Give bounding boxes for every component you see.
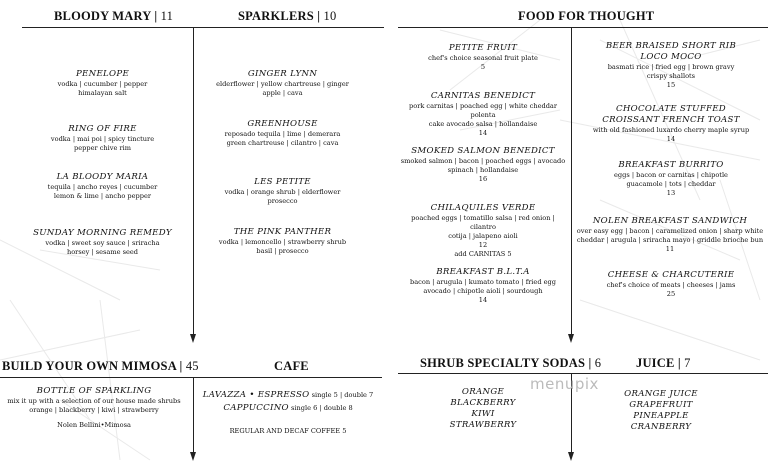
food-divider	[398, 27, 768, 28]
soda-list: ORANGE BLACKBERRY KIWI STRAWBERRY	[449, 387, 517, 430]
top-left-divider	[22, 27, 384, 28]
food-header: FOOD FOR THOUGHT	[518, 9, 655, 23]
food-item: NOLEN BREAKFAST SANDWICH over easy egg | bacon | caramelized onion | sharp white cheddar | arugula | sriracha mayo | griddle brioche bun 11	[576, 216, 764, 253]
bloody-mary-header: BLOODY MARY | 11	[54, 9, 174, 23]
food-item: CHEESE & CHARCUTERIE chef's choice of meats | cheeses | jams 25	[606, 270, 736, 298]
juice-header: JUICE | 7	[636, 356, 691, 370]
down-arrow-icon	[190, 452, 196, 461]
sparkler-item: THE PINK PANTHER vodka | lemoncello | strawberry shrub basil | prosecco	[218, 227, 347, 255]
food-item: BEER BRAISED SHORT RIB LOCO MOCO basmati rice | fried egg | brown gravy crispy shallots 15	[605, 41, 737, 89]
food-item: BREAKFAST B.L.T.A bacon | arugula | kumato tomato | fried egg avocado | chipotle aioli | sourdough 14	[410, 267, 556, 304]
cafe-items: LAVAZZA • ESPRESSO single 5 | double 7 CAPPUCCINO single 6 | double 8 REGULAR AND DECAF COFFEE 5	[202, 390, 374, 435]
food-item: CHILAQUILES VERDE poached eggs | tomatillo salsa | red onion | cilantro cotija | jalapeno aioli 12 add CARNITAS 5	[411, 203, 555, 258]
down-arrow-icon	[190, 334, 196, 343]
left-center-line	[193, 27, 194, 335]
sparkler-item: LES PETITE vodka | orange shrub | elderflower prosecco	[224, 177, 341, 205]
food-item: PETITE FRUIT chef's choice seasonal fruit plate 5	[428, 43, 538, 71]
bloody-mary-item: PENELOPE vodka | cucumber | pepper himalayan salt	[57, 69, 148, 97]
food-item: SMOKED SALMON BENEDICT smoked salmon | bacon | poached eggs | avocado spinach | hollandaise 16	[400, 146, 566, 183]
mimosa-item: BOTTLE OF SPARKLING mix it up with a selection of our house made shrubs orange | blackberry | kiwi | strawberry Nolen Bellini•Mimosa	[7, 386, 181, 429]
sparkler-item: GREENHOUSE reposado tequila | lime | demerara green chartreuse | cilantro | cava	[224, 119, 341, 147]
down-arrow-icon	[568, 452, 574, 461]
cafe-header: CAFE	[274, 359, 309, 373]
food-center-line	[571, 27, 572, 335]
mimosa-header: BUILD YOUR OWN MIMOSA | 45	[2, 359, 199, 373]
bloody-mary-item: LA BLOODY MARIA tequila | ancho reyes | cucumber lemon & lime | ancho pepper	[47, 172, 158, 200]
bottom-left-center-line	[193, 377, 194, 453]
food-item: BREAKFAST BURRITO eggs | bacon or carnitas | chipotle guacamole | tots | cheddar 13	[614, 160, 728, 197]
shrub-sodas-header: SHRUB SPECIALTY SODAS | 6	[420, 356, 602, 370]
juice-list: ORANGE JUICE GRAPEFRUIT PINEAPPLE CRANBERRY	[624, 389, 698, 432]
drinks-divider	[398, 373, 768, 374]
sparklers-header: SPARKLERS | 10	[238, 9, 337, 23]
watermark: menupix	[530, 375, 599, 393]
down-arrow-icon	[568, 334, 574, 343]
food-item: CARNITAS BENEDICT pork carnitas | poached egg | white cheddar polenta cake avocado salsa | hollandaise 14	[409, 91, 557, 137]
sparkler-item: GINGER LYNN elderflower | yellow chartreuse | ginger apple | cava	[216, 69, 349, 97]
bloody-mary-item: RING OF FIRE vodka | mai poi | spicy tincture pepper chive rim	[50, 124, 155, 152]
food-item: CHOCOLATE STUFFED CROISSANT FRENCH TOAST with old fashioned luxardo cherry maple syrup 14	[592, 104, 750, 143]
bloody-mary-item: SUNDAY MORNING REMEDY vodka | sweet soy sauce | sriracha horsey | sesame seed	[33, 228, 172, 256]
bottom-left-divider	[0, 377, 382, 378]
